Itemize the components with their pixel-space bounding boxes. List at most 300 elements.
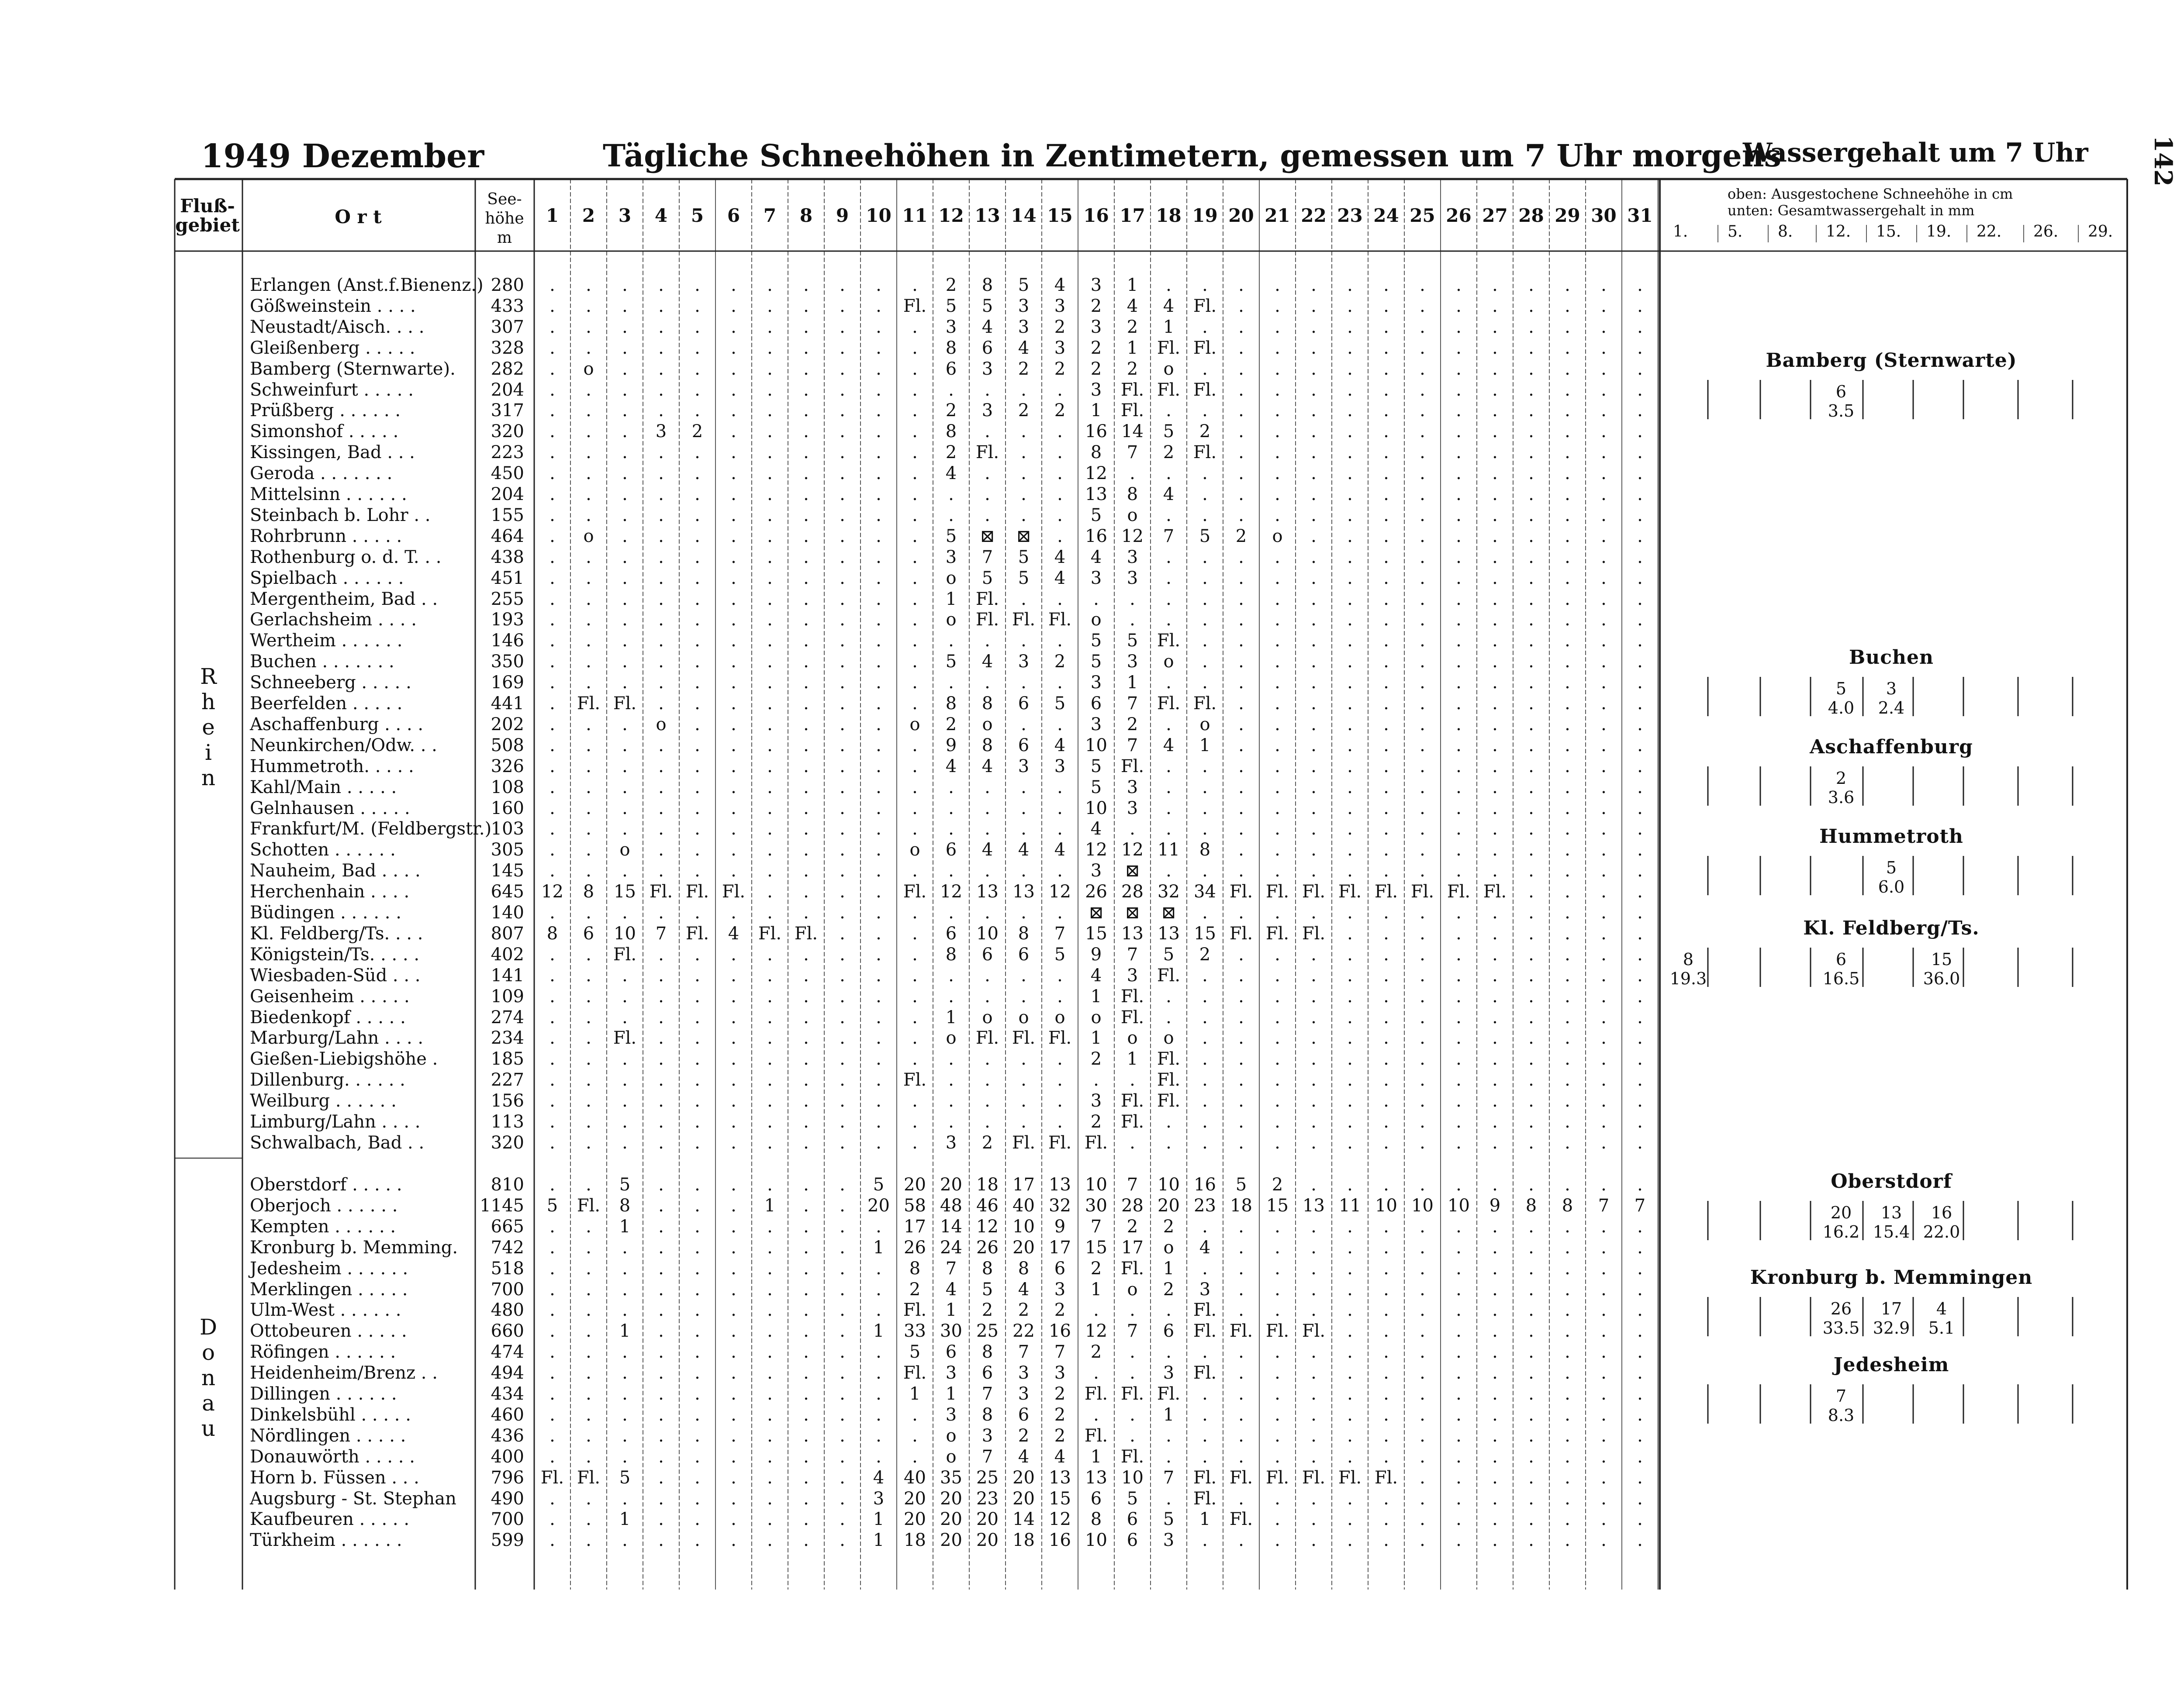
day-cell: 6 [1090,1488,1102,1509]
day-cell: . [586,589,591,609]
day-cell: . [1166,1132,1171,1153]
day-cell: . [1492,1112,1498,1132]
day-cell: . [840,463,845,484]
day-cell: . [731,1446,736,1467]
day-cell: . [1637,1132,1643,1153]
day-cell: Fl. [1229,882,1253,902]
day-cell: . [622,798,628,818]
day-cell: . [1202,1091,1208,1111]
day-cell: . [1238,1363,1244,1383]
day-cell: . [803,589,809,609]
day-cell: . [549,505,555,525]
day-cell: . [1420,1363,1425,1383]
day-cell: 4 [1054,1446,1066,1467]
day-cell: . [586,547,591,567]
region-letter: R [200,664,218,689]
day-cell: . [658,1049,664,1069]
day-cell: . [985,379,990,400]
day-cell: . [1311,1112,1317,1132]
day-cell: . [658,1091,664,1111]
day-cell: . [876,296,881,316]
day-cell: 5 [909,1342,921,1362]
day-cell: 4 [1090,819,1102,839]
day-cell: . [1420,965,1425,986]
day-cell: . [622,400,628,421]
day-cell: 8 [981,1258,993,1279]
day-cell: . [549,1300,555,1321]
day-cell: 13 [1121,923,1144,944]
day-cell: . [731,1425,736,1446]
day-cell: . [622,986,628,1007]
day-cell: . [840,1258,845,1279]
day-cell: . [803,484,809,504]
day-cell: . [876,505,881,525]
day-cell: 1 [764,1195,776,1216]
day-cell: 28 [1121,1195,1144,1216]
day-cell: . [840,693,845,714]
day-cell: 4 [1090,965,1102,986]
day-cell: . [1565,1530,1570,1551]
day-cell: . [803,338,809,358]
station-name: Neunkirchen/Odw. . . [250,735,437,755]
station-name: Ulm-West . . . . . . [250,1300,401,1321]
day-cell: . [549,484,555,504]
day-cell: . [1275,400,1280,421]
station-elevation: 320 [491,421,524,442]
day-cell: . [767,986,773,1007]
day-cell: . [1637,756,1643,776]
day-cell: . [803,379,809,400]
day-cell: . [1420,631,1425,651]
day-cell: . [658,1132,664,1153]
day-cell: . [1637,610,1643,630]
day-cell: . [1311,1049,1317,1069]
day-cell: . [840,359,845,379]
day-cell: . [1311,1216,1317,1237]
day-cell: . [1383,1488,1389,1509]
water-scale-tick: 29. [2088,223,2113,241]
day-cell: . [1565,1384,1570,1404]
day-cell: . [1275,610,1280,630]
day-cell: . [1565,421,1570,442]
day-cell: . [1238,1384,1244,1404]
day-cell: . [767,1425,773,1446]
day-cell: . [1238,756,1244,776]
day-cell: . [1166,589,1171,609]
day-cell: . [586,1175,591,1195]
day-cell: . [1528,547,1534,567]
day-cell: . [658,484,664,504]
day-cell: Fl. [1302,1467,1326,1488]
station-elevation: 494 [491,1363,524,1383]
day-cell: . [586,652,591,672]
day-cell: . [1166,610,1171,630]
day-cell: 2 [1272,1175,1283,1195]
day-cell: . [803,1404,809,1425]
day-cell: . [1347,421,1353,442]
day-cell: 1 [873,1509,885,1530]
day-cell: . [767,673,773,693]
day-cell: . [1637,923,1643,944]
day-cell: . [1601,505,1607,525]
day-cell: . [731,1384,736,1404]
water-bottom-value: 3.5 [1828,401,1855,421]
day-cell: 3 [981,359,993,379]
day-cell: . [731,1342,736,1362]
day-cell: . [948,1112,954,1132]
day-cell: . [1238,547,1244,567]
day-cell: 1 [1199,735,1211,755]
day-cell: 6 [1127,1509,1138,1530]
day-cell: . [1456,944,1462,965]
day-cell: . [1601,379,1607,400]
day-cell: . [1528,1132,1534,1153]
day-cell: . [803,631,809,651]
day-cell: . [731,547,736,567]
day-cell: . [622,547,628,567]
water-scale-tick: 5. [1728,223,1743,241]
day-cell: . [1456,1509,1462,1530]
day-cell: . [1492,1007,1498,1028]
day-cell: . [1275,1132,1280,1153]
day-cell: . [1528,610,1534,630]
day-cell: 2 [945,714,957,735]
day-cell: . [840,1070,845,1090]
day-cell: Fl. [1193,1488,1217,1509]
day-cell: 14 [1013,1509,1035,1530]
day-cell: 40 [904,1467,926,1488]
day-cell: . [1492,714,1498,735]
day-cell: . [876,840,881,860]
day-cell: . [1347,442,1353,463]
day-cell: 4 [1054,547,1066,567]
day-cell: . [1528,1425,1534,1446]
day-cell: . [1238,589,1244,609]
day-cell: . [1166,1112,1171,1132]
day-cell: . [658,338,664,358]
station-name: Prüßberg . . . . . . [250,400,401,421]
day-cell: . [658,840,664,860]
day-cell: . [549,463,555,484]
day-cell: 17 [1013,1175,1035,1195]
day-cell: . [876,1342,881,1362]
day-cell: . [1275,1446,1280,1467]
day-cell: Fl. [613,693,637,714]
day-cell: 2 [1018,359,1030,379]
day-cell: . [876,965,881,986]
day-cell: . [948,861,954,881]
day-cell: . [1637,1070,1643,1090]
day-cell: . [876,463,881,484]
day-cell: . [1238,944,1244,965]
day-cell: . [912,1112,918,1132]
day-cell: 7 [1598,1195,1610,1216]
day-cell: . [1275,861,1280,881]
day-cell: . [1347,1404,1353,1425]
day-header: 3 [618,205,632,226]
day-cell: . [1528,1467,1534,1488]
day-cell: . [912,861,918,881]
day-cell: . [1166,463,1171,484]
day-cell: 8 [945,693,957,714]
station-name: Wertheim . . . . . . [250,631,403,651]
day-cell: . [767,756,773,776]
day-header: 20 [1228,205,1254,226]
day-cell: 1 [873,1237,885,1258]
day-cell: 15 [1085,1237,1107,1258]
day-cell: . [876,819,881,839]
day-cell: 5 [873,1175,885,1195]
day-cell: . [1238,1300,1244,1321]
day-cell: . [1275,505,1280,525]
day-cell: . [1238,1070,1244,1090]
day-cell: . [1311,379,1317,400]
day-cell: . [1275,819,1280,839]
day-cell: . [1637,1007,1643,1028]
day-cell: Fl. [1265,882,1289,902]
day-cell: . [1383,652,1389,672]
day-cell: . [1420,526,1425,546]
day-cell: . [1637,1446,1643,1467]
day-cell: . [948,1049,954,1069]
day-cell: . [1311,714,1317,735]
day-cell: 3 [1163,1363,1175,1383]
day-cell: . [803,1509,809,1530]
day-cell: . [1021,421,1026,442]
day-cell: Fl. [1193,1363,1217,1383]
day-cell: . [1275,421,1280,442]
station-name: Marburg/Lahn . . . . [250,1028,424,1048]
day-cell: . [1275,296,1280,316]
day-cell: . [586,1091,591,1111]
day-cell: . [876,359,881,379]
day-cell: 2 [1127,359,1138,379]
day-cell: Fl. [685,882,709,902]
station-elevation: 193 [491,610,524,630]
day-cell: . [1347,338,1353,358]
day-cell: Fl. [1157,379,1181,400]
day-cell: . [767,484,773,504]
day-cell: 3 [945,1363,957,1383]
day-cell: . [1420,861,1425,881]
day-cell: . [1601,317,1607,337]
day-cell: . [658,1321,664,1342]
day-cell: . [1383,1070,1389,1090]
day-cell: 1 [945,1300,957,1321]
day-cell: . [803,777,809,797]
day-cell: . [1202,1258,1208,1279]
day-cell: . [731,589,736,609]
station-elevation: 464 [491,526,524,546]
day-cell: . [1057,1091,1063,1111]
day-cell: . [1238,965,1244,986]
day-cell: 26 [1085,882,1107,902]
day-cell: . [1456,986,1462,1007]
day-cell: . [803,463,809,484]
day-cell: . [1275,547,1280,567]
day-cell: . [1492,1321,1498,1342]
day-cell: . [1202,275,1208,295]
day-cell: . [1311,421,1317,442]
day-cell: . [1238,1425,1244,1446]
day-cell: . [985,903,990,923]
day-cell: 5 [1054,693,1066,714]
station-name: Türkheim . . . . . . [250,1530,402,1551]
day-cell: . [1238,275,1244,295]
day-cell: Fl. [975,610,999,630]
day-cell: . [803,1112,809,1132]
day-cell: . [1347,777,1353,797]
day-cell: . [840,1404,845,1425]
day-cell: 18 [904,1530,926,1551]
station-name: Spielbach . . . . . . [250,568,404,588]
day-cell: 6 [945,359,957,379]
day-cell: . [912,798,918,818]
day-cell: . [840,1195,845,1216]
day-cell: . [731,986,736,1007]
day-cell: . [1565,1467,1570,1488]
day-cell: 1 [1127,1049,1138,1069]
day-cell: . [1420,317,1425,337]
day-cell: . [1420,923,1425,944]
day-cell: 2 [1054,1384,1066,1404]
day-cell: 20 [1013,1467,1035,1488]
day-cell: . [1492,944,1498,965]
day-header: 4 [654,205,668,226]
day-cell: 3 [1127,798,1138,818]
day-cell: . [1528,317,1534,337]
day-cell: . [1347,840,1353,860]
day-cell: o [946,1028,957,1048]
day-cell: . [1601,484,1607,504]
day-cell: 1 [1199,1509,1211,1530]
day-cell: . [658,1300,664,1321]
day-cell: . [1311,1279,1317,1300]
day-cell: . [1130,589,1135,609]
region-label-rhein [196,664,222,790]
day-cell: . [912,693,918,714]
day-cell: . [658,1425,664,1446]
day-cell: . [549,1321,555,1342]
day-cell: . [1238,903,1244,923]
day-cell: . [1057,442,1063,463]
day-cell: 3 [1054,1279,1066,1300]
day-cell: 5 [1127,1488,1138,1509]
day-cell: . [1347,1300,1353,1321]
day-cell: 18 [1230,1195,1252,1216]
day-cell: . [549,986,555,1007]
day-cell: . [1021,714,1026,735]
day-cell: . [1093,589,1099,609]
day-cell: . [1456,1070,1462,1090]
day-cell: . [1383,1404,1389,1425]
day-cell: . [1383,547,1389,567]
water-bottom-value: 36.0 [1923,969,1960,988]
day-cell: . [695,505,700,525]
day-cell: . [1420,1007,1425,1028]
day-cell: . [695,986,700,1007]
station-name: Kronburg b. Memming. [250,1237,458,1258]
day-cell: . [1275,777,1280,797]
day-cell: 2 [1054,1425,1066,1446]
day-cell: . [586,1132,591,1153]
day-cell: . [1528,1112,1534,1132]
day-cell: 12 [541,882,563,902]
station-elevation: 450 [491,463,524,484]
day-cell: . [731,359,736,379]
day-cell: . [1383,1425,1389,1446]
day-cell: . [912,526,918,546]
day-cell: o [656,714,667,735]
day-cell: . [1275,1258,1280,1279]
day-cell: . [1311,1175,1317,1195]
station-elevation: 169 [491,673,524,693]
day-cell: . [1275,1007,1280,1028]
day-cell: . [876,400,881,421]
day-cell: . [1565,1342,1570,1362]
day-cell: 2 [1127,317,1138,337]
day-cell: 23 [1194,1195,1216,1216]
day-cell: . [1275,1363,1280,1383]
day-cell: 3 [1127,777,1138,797]
day-cell: . [658,986,664,1007]
day-cell: . [1565,673,1570,693]
day-cell: Fl. [613,1028,637,1048]
day-cell: 2 [945,275,957,295]
day-cell: . [731,526,736,546]
day-cell: . [912,547,918,567]
day-cell: . [1637,882,1643,902]
day-cell: 2 [1054,400,1066,421]
day-cell: . [586,1509,591,1530]
day-cell: 4 [1054,735,1066,755]
day-cell: . [1347,903,1353,923]
day-cell: 9 [1054,1216,1066,1237]
water-value-pair [1920,950,1963,988]
day-cell: 2 [1090,1342,1102,1362]
day-cell: . [1492,1342,1498,1362]
day-cell: . [1565,1091,1570,1111]
day-cell: . [1492,296,1498,316]
day-cell: Fl. [1157,1049,1181,1069]
water-top-value: 8 [1683,950,1694,969]
day-cell: . [803,840,809,860]
day-cell: . [549,275,555,295]
day-cell: . [767,1028,773,1048]
day-cell: . [622,819,628,839]
region-letter: a [202,1390,216,1416]
day-cell: . [622,1258,628,1279]
day-cell: o [1199,714,1210,735]
day-cell: . [1166,505,1171,525]
day-cell: . [1492,1175,1498,1195]
day-cell: o [1091,1007,1102,1028]
day-cell: . [1565,589,1570,609]
day-cell: . [803,1049,809,1069]
day-cell: . [1347,589,1353,609]
day-cell: . [695,819,700,839]
day-cell: . [658,1363,664,1383]
page-number: 142 [2149,135,2177,186]
station-elevation: 474 [491,1342,524,1362]
day-cell: 2 [1127,714,1138,735]
day-cell: . [985,861,990,881]
day-cell: 7 [981,547,993,567]
day-cell: Fl. [685,923,709,944]
day-cell: 1 [1090,1028,1102,1048]
day-header: 17 [1120,205,1145,226]
day-cell: . [767,379,773,400]
